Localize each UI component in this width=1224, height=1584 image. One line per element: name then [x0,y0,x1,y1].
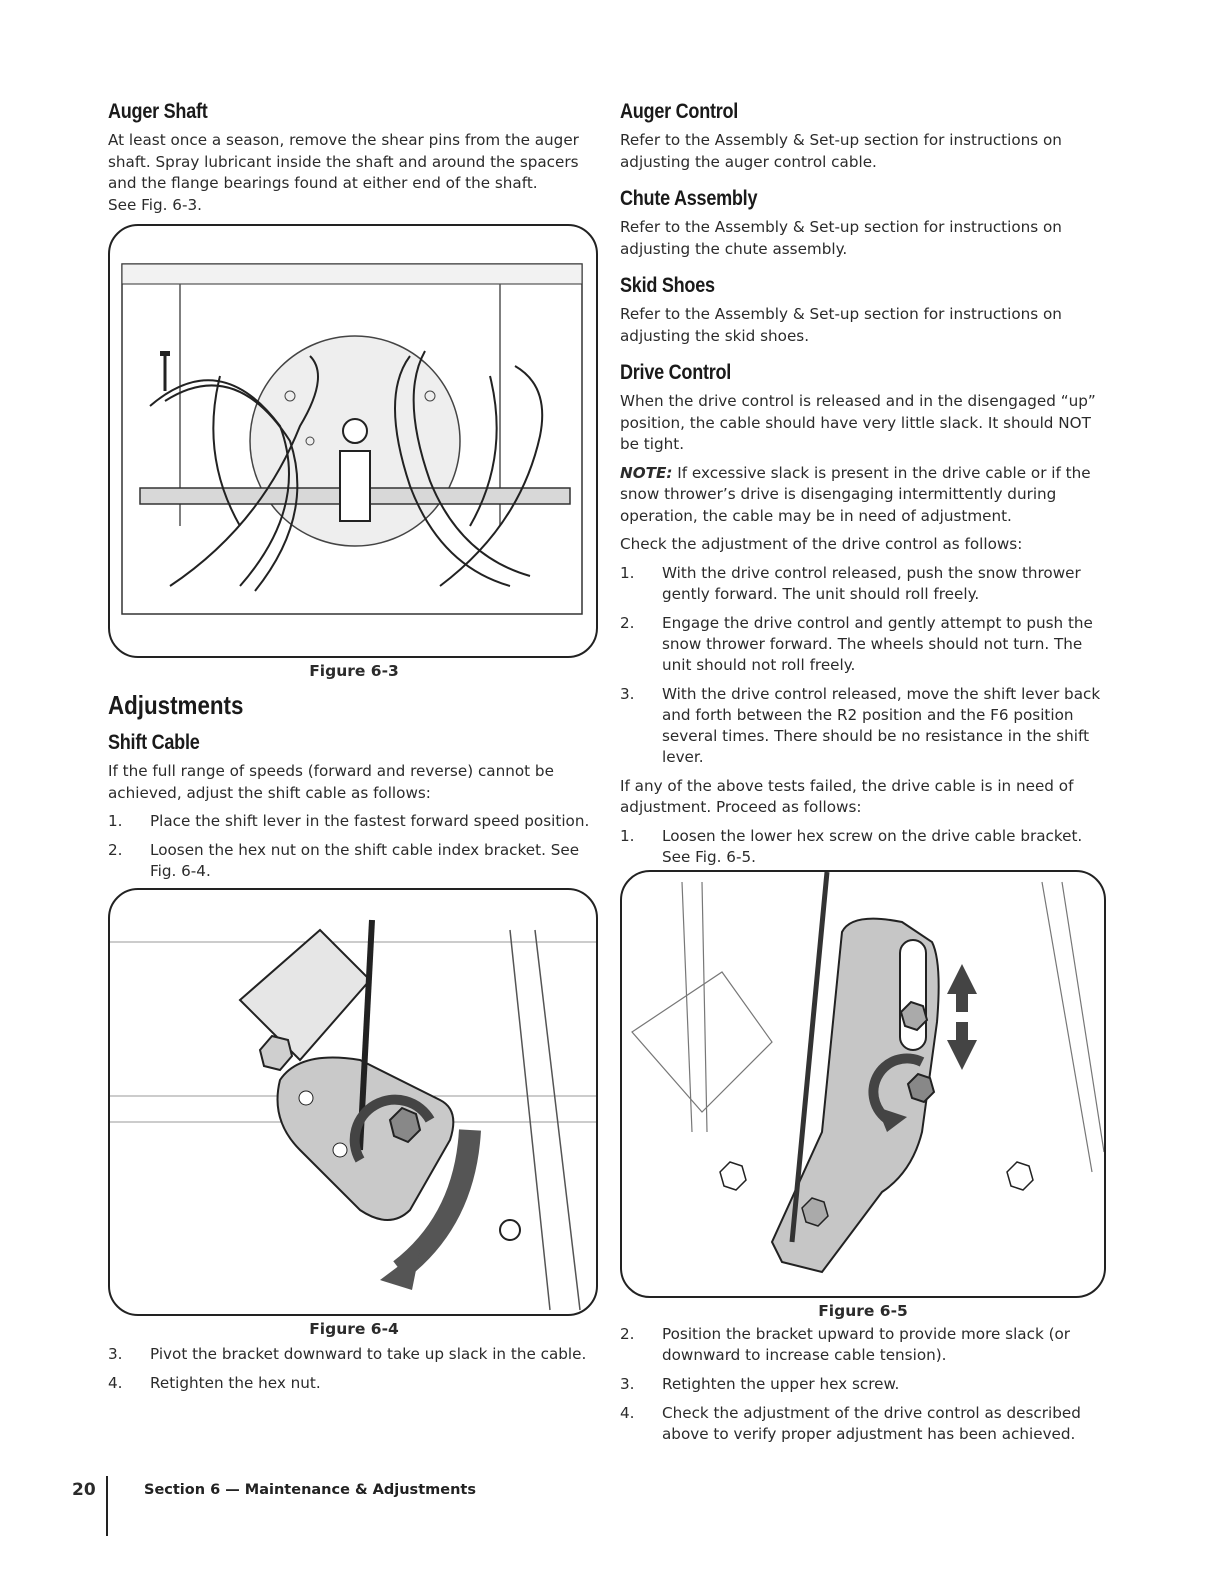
step-number: 3. [620,684,635,703]
list-item [108,840,600,882]
list-item [620,563,1106,605]
auger-control-heading: Auger Control [620,100,739,123]
drive-control-note [620,463,1106,528]
step-number: 4. [108,1374,123,1392]
auger-assembly-drawing [110,226,596,656]
step-number: 1. [108,812,123,830]
step-text: Retighten the upper hex screw. [662,1374,900,1393]
chute-assembly-text: Refer to the Assembly & Set-up section for instructions on adjusting the chute assembly. [620,218,1062,258]
footer-section-title: Section 6 — Maintenance & Adjustments [144,1482,476,1498]
list-item [620,1374,1106,1395]
step-text: Pivot the bracket downward to take up slack in the cable. [150,1345,587,1363]
step-number: 1. [620,826,635,845]
auger-shaft-heading: Auger Shaft [108,100,208,123]
drive-control-checks [620,563,1106,768]
drive-bracket-drawing [622,872,1104,1296]
step-text: Loosen the lower hex screw on the drive cable bracket. See Fig. 6-5. [662,826,1083,866]
list-item [620,613,1106,676]
list-item [620,826,1106,868]
list-item [108,1344,600,1365]
right-column [620,100,1106,1453]
list-item [108,1373,600,1394]
auger-shaft-see-fig: See Fig. 6-3. [108,195,202,214]
step-text: Engage the drive control and gently attempt to push the snow thrower forward. The wheels should not turn. The unit should not roll freely. [662,613,1093,674]
figure-6-5-drive-bracket-illustration [620,870,1106,1298]
figure-6-5-caption: Figure 6-5 [818,1301,908,1320]
left-column [108,100,600,1402]
drive-control-steps-a [620,826,1106,868]
step-text: Place the shift lever in the fastest forward speed position. [150,812,590,830]
step-number: 3. [620,1374,635,1393]
page-number: 20 [72,1480,96,1500]
drive-control-failed: If any of the above tests failed, the drive cable is in need of adjustment. Proceed as follows: [620,776,1074,816]
list-item [620,1403,1106,1445]
step-number: 2. [620,1324,635,1343]
step-text: Loosen the hex nut on the shift cable index bracket. See Fig. 6-4. [150,841,580,880]
shift-cable-heading: Shift Cable [108,731,200,754]
list-item [108,811,600,832]
shift-cable-steps-a [108,811,600,882]
step-number: 2. [620,613,635,632]
drive-control-heading: Drive Control [620,361,732,384]
figure-6-3-auger-illustration [108,224,598,658]
list-item [620,684,1106,768]
step-text: Retighten the hex nut. [150,1374,321,1392]
note-text: If excessive slack is present in the drive cable or if the snow thrower’s drive is disengaging intermittently during operation, the cable may be in need of adjustment. [620,463,1091,525]
shift-cable-steps-b [108,1344,600,1394]
auger-shaft-text [108,130,600,216]
step-text: Check the adjustment of the drive control as described above to verify proper adjustment has been achieved. [662,1403,1081,1443]
auger-shaft-body: At least once a season, remove the shear pins from the auger shaft. Spray lubricant inside the shaft and around the spacers and the flange bearings found at either end of the shaft. [108,131,579,192]
skid-shoes-text: Refer to the Assembly & Set-up section for instructions on adjusting the skid shoes. [620,305,1062,345]
figure-6-4-shift-bracket-illustration [108,888,598,1316]
step-text: Position the bracket upward to provide more slack (or downward to increase cable tension). [662,1324,1071,1364]
list-item [620,1324,1106,1366]
figure-6-4-caption: Figure 6-4 [309,1320,399,1338]
chute-assembly-heading: Chute Assembly [620,187,758,210]
figure-6-3-caption: Figure 6-3 [309,662,399,680]
step-text: With the drive control released, move the shift lever back and forth between the R2 position and the F6 position several times. There should be no resistance in the shift lever. [662,684,1101,766]
step-number: 2. [108,841,123,859]
adjustments-heading: Adjustments [108,690,244,720]
step-number: 3. [108,1345,123,1363]
drive-control-steps-b [620,1324,1106,1445]
drive-control-check: Check the adjustment of the drive control as follows: [620,535,1023,553]
step-text: With the drive control released, push the snow thrower gently forward. The unit should roll freely. [662,563,1081,603]
skid-shoes-heading: Skid Shoes [620,274,715,297]
auger-control-text: Refer to the Assembly & Set-up section for instructions on adjusting the auger control cable. [620,131,1062,171]
step-number: 1. [620,563,635,582]
shift-cable-intro: If the full range of speeds (forward and reverse) cannot be achieved, adjust the shift cable as follows: [108,762,554,802]
note-label: NOTE: [620,463,673,482]
footer-divider [106,1476,108,1536]
shift-bracket-drawing [110,890,596,1314]
step-number: 4. [620,1403,635,1422]
drive-control-p1: When the drive control is released and in the disengaged “up” position, the cable should have very little slack. It should NOT be tight. [620,392,1096,453]
